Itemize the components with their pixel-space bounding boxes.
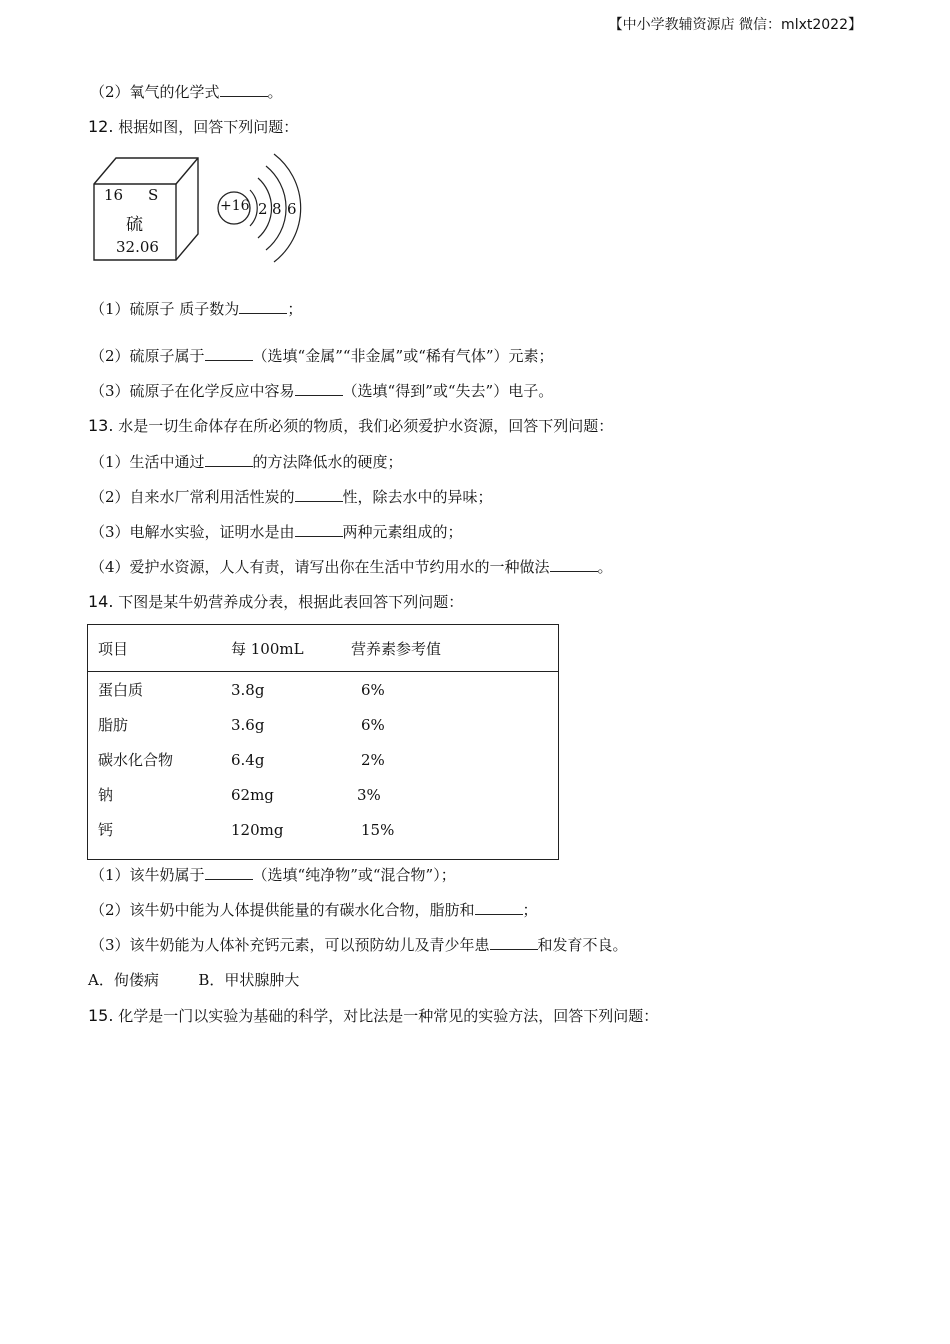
part-end: （选填“金属”“非金属”或“稀有气体”）元素； bbox=[252, 347, 554, 365]
question-14-stem bbox=[88, 592, 463, 612]
column-header: 项目 bbox=[88, 625, 232, 672]
q13-part4 bbox=[90, 557, 613, 577]
answer-blank[interactable] bbox=[490, 935, 538, 950]
part-text: （1）该牛奶属于 bbox=[90, 866, 205, 884]
question-text: 根据如图，回答下列问题： bbox=[118, 118, 299, 136]
question-15-stem bbox=[88, 1006, 658, 1026]
table-cell: 碳水化合物 bbox=[98, 751, 174, 769]
table-cell: 3% bbox=[357, 785, 381, 804]
q14-part2 bbox=[90, 900, 538, 920]
answer-blank[interactable] bbox=[239, 299, 287, 314]
nutrition-table bbox=[87, 624, 559, 860]
table-cell: 钙 bbox=[98, 821, 114, 839]
part-end: （选填“纯净物”或“混合物”）； bbox=[252, 866, 456, 884]
q14-part3 bbox=[90, 935, 628, 955]
atomic-number: 16 bbox=[104, 186, 124, 204]
table-cell: 钠 bbox=[98, 786, 114, 804]
q11-part2-text: （2）氧气的化学式 bbox=[90, 83, 220, 101]
question-text: 下图是某牛奶营养成分表，根据此表回答下列问题： bbox=[118, 593, 464, 611]
q13-part3 bbox=[90, 522, 463, 542]
page-header: 【中小学教辅资源店 微信：mlxt2022】 bbox=[608, 17, 862, 33]
part-end: 。 bbox=[597, 558, 613, 576]
part-text: （2）硫原子属于 bbox=[90, 347, 205, 365]
answer-blank[interactable] bbox=[205, 452, 253, 467]
part-text: （4）爱护水资源，人人有责，请写出你在生活中节约用水的一种做法 bbox=[90, 558, 550, 576]
element-symbol: S bbox=[148, 186, 159, 204]
part-text: （1）硫原子 质子数为 bbox=[90, 300, 240, 318]
part-text: （2）自来水厂常利用活性炭的 bbox=[90, 488, 295, 506]
table-cell: 脂肪 bbox=[98, 716, 129, 734]
part-text: （3）硫原子在化学反应中容易 bbox=[90, 382, 295, 400]
table-row bbox=[88, 672, 559, 708]
shell-electron-count: 2 bbox=[258, 200, 268, 218]
part-end: 性，除去水中的异味； bbox=[342, 488, 493, 506]
answer-blank[interactable] bbox=[295, 381, 343, 396]
part-text: （1）生活中通过 bbox=[90, 453, 205, 471]
answer-blank[interactable] bbox=[205, 346, 253, 361]
part-text: （3）该牛奶能为人体补充钙元素，可以预防幼儿及青少年患 bbox=[90, 936, 490, 954]
table-cell: 2% bbox=[361, 750, 385, 769]
column-header: 营养素参考值 bbox=[351, 625, 559, 672]
option-a[interactable]: A．佝偻病 bbox=[88, 971, 159, 989]
table-cell: 3.8g bbox=[231, 680, 265, 699]
question-number: 13. bbox=[88, 416, 114, 435]
question-number: 15. bbox=[88, 1006, 114, 1025]
shell-electron-count: 8 bbox=[272, 200, 282, 218]
question-13-stem bbox=[88, 416, 613, 436]
table-cell: 62mg bbox=[231, 785, 274, 804]
part-end: 两种元素组成的； bbox=[342, 523, 463, 541]
q12-part2 bbox=[90, 346, 554, 366]
table-row bbox=[88, 777, 559, 812]
table-row bbox=[88, 742, 559, 777]
q13-part2 bbox=[90, 487, 493, 507]
question-text: 水是一切生命体存在所必须的物质，我们必须爱护水资源，回答下列问题： bbox=[118, 417, 614, 435]
question-text: 化学是一门以实验为基础的科学，对比法是一种常见的实验方法，回答下列问题： bbox=[118, 1007, 659, 1025]
q14-options bbox=[88, 970, 299, 990]
part-end: ； bbox=[287, 300, 303, 318]
part-end: ； bbox=[522, 901, 538, 919]
table-cell: 6% bbox=[361, 715, 385, 734]
electron-shell-arc bbox=[250, 190, 257, 226]
q14-part1 bbox=[90, 865, 456, 885]
part-end: （选填“得到”或“失去”）电子。 bbox=[342, 382, 554, 400]
q11-part2-blank[interactable] bbox=[220, 82, 268, 97]
table-cell: 蛋白质 bbox=[98, 681, 144, 699]
table-row bbox=[88, 707, 559, 742]
answer-blank[interactable] bbox=[550, 557, 598, 572]
element-card-sulfur bbox=[92, 156, 200, 262]
question-12-stem bbox=[88, 117, 298, 137]
answer-blank[interactable] bbox=[475, 900, 523, 915]
part-text: （3）电解水实验，证明水是由 bbox=[90, 523, 295, 541]
answer-blank[interactable] bbox=[295, 487, 343, 502]
atomic-mass: 32.06 bbox=[116, 238, 159, 256]
part-end: 的方法降低水的硬度； bbox=[252, 453, 403, 471]
column-header: 每 100mL bbox=[231, 625, 351, 672]
element-name: 硫 bbox=[126, 215, 143, 235]
option-b[interactable]: B．甲状腺肿大 bbox=[198, 971, 300, 989]
answer-blank[interactable] bbox=[205, 865, 253, 880]
table-cell: 6.4g bbox=[231, 750, 265, 769]
q13-part1 bbox=[90, 452, 403, 472]
table-header-row bbox=[88, 625, 559, 672]
part-end: 和发育不良。 bbox=[537, 936, 628, 954]
table-cell: 6% bbox=[361, 680, 385, 699]
q12-part1 bbox=[90, 299, 302, 319]
table-cell: 15% bbox=[361, 820, 395, 839]
nucleus-charge: +16 bbox=[220, 198, 250, 214]
q12-part3 bbox=[90, 381, 553, 401]
answer-blank[interactable] bbox=[295, 522, 343, 537]
shell-electron-count: 6 bbox=[287, 200, 297, 218]
question-number: 14. bbox=[88, 592, 114, 611]
table-cell: 3.6g bbox=[231, 715, 265, 734]
part-text: （2）该牛奶中能为人体提供能量的有碳水化合物，脂肪和 bbox=[90, 901, 475, 919]
table-row bbox=[88, 812, 559, 860]
table-cell: 120mg bbox=[231, 820, 284, 839]
question-number: 12. bbox=[88, 117, 114, 136]
q11-part2-end: 。 bbox=[267, 83, 283, 101]
q11-part2 bbox=[90, 82, 283, 102]
